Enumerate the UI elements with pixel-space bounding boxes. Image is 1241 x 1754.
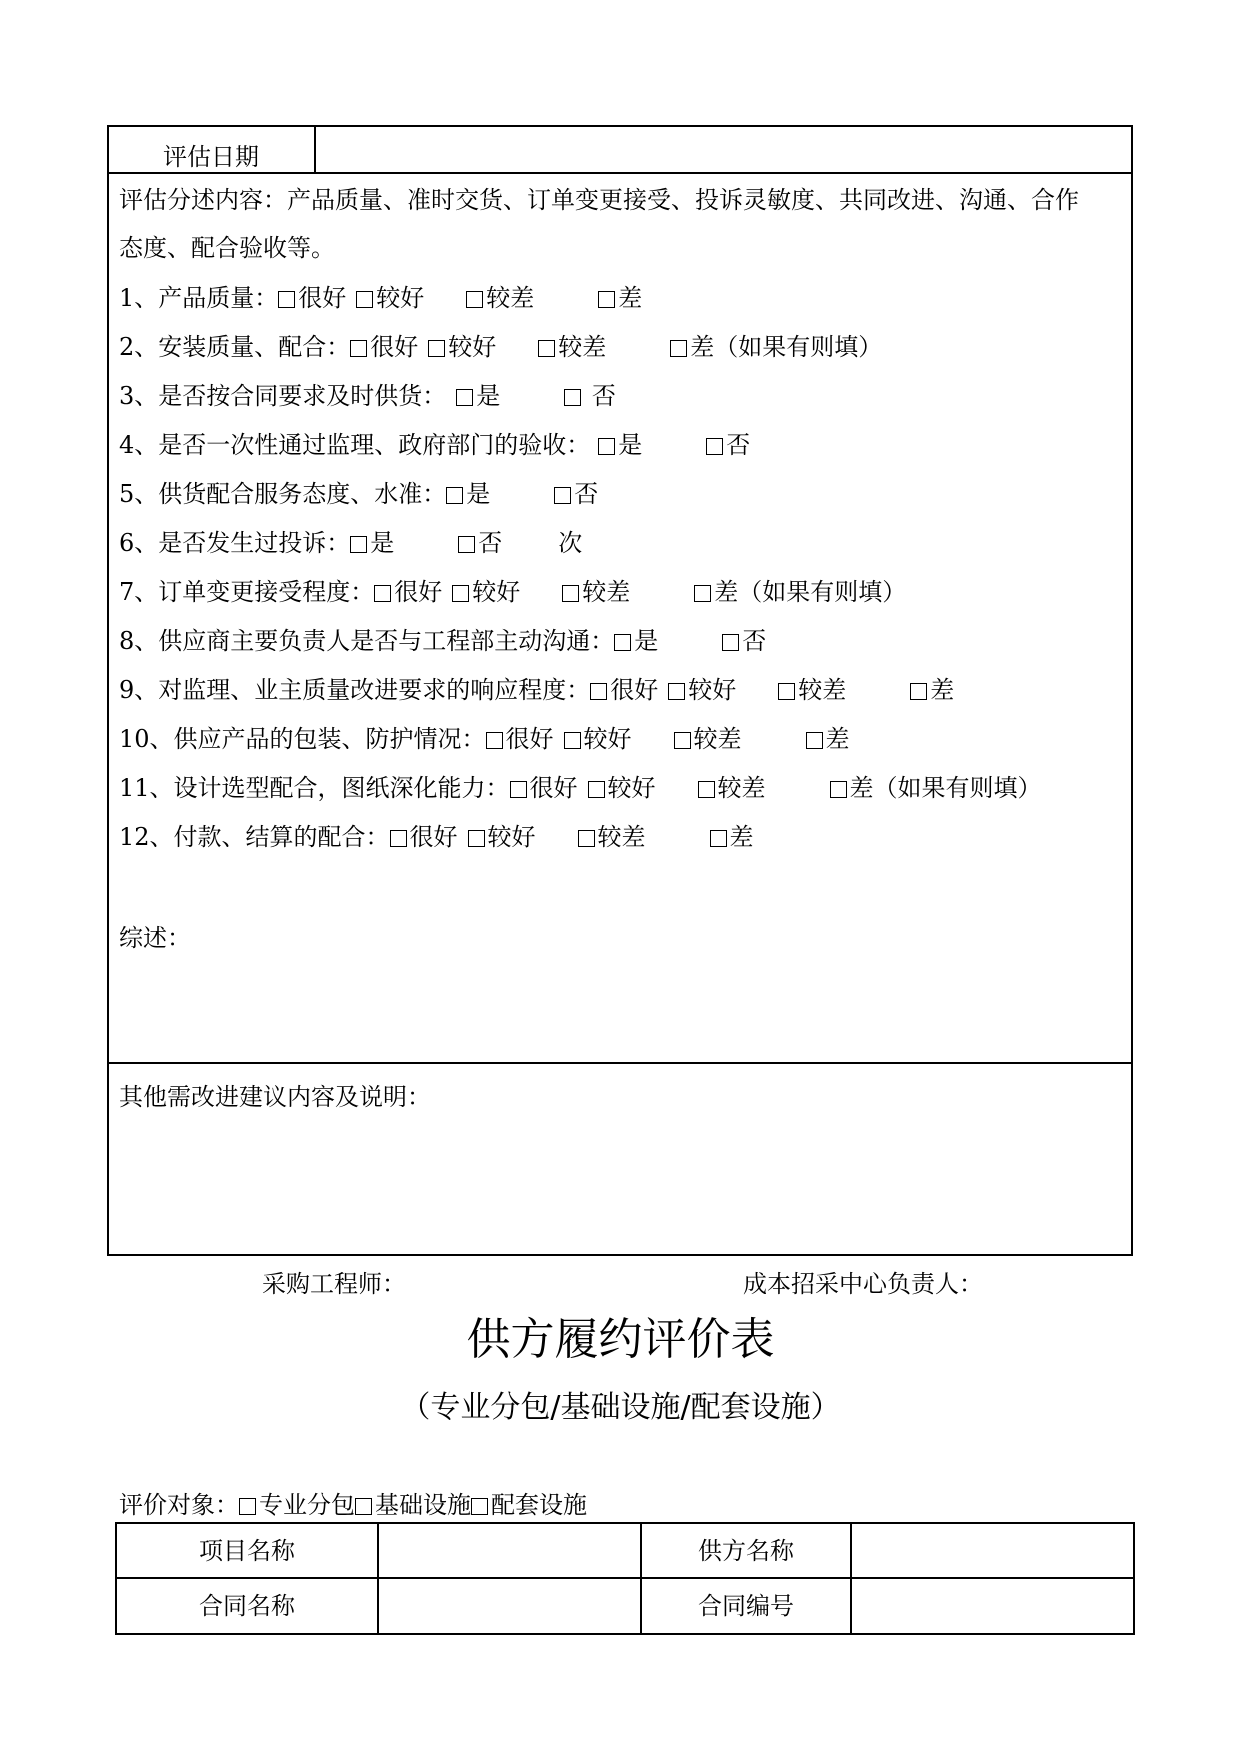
option[interactable]: 否 <box>458 527 502 559</box>
checkbox-icon[interactable] <box>390 830 407 847</box>
option[interactable]: 较好 <box>428 331 496 363</box>
option[interactable]: 很好 <box>350 331 418 363</box>
checkbox-icon[interactable] <box>446 487 463 504</box>
checkbox-icon[interactable] <box>374 585 391 602</box>
contract-name-field[interactable] <box>380 1580 638 1632</box>
option[interactable]: 否 <box>722 625 766 657</box>
option[interactable]: 较好 <box>468 821 536 853</box>
item-label: 7、订单变更接受程度： <box>119 578 375 606</box>
option[interactable]: 较差 <box>578 821 646 853</box>
option[interactable]: 差 <box>830 772 874 804</box>
option[interactable]: 否 <box>554 478 598 510</box>
item-10 <box>119 723 850 755</box>
option[interactable]: 很好 <box>590 674 658 706</box>
item-5 <box>119 478 598 510</box>
checkbox-icon[interactable] <box>910 683 927 700</box>
option[interactable]: 很好 <box>486 723 554 755</box>
item-6 <box>119 527 582 559</box>
option[interactable]: 是 <box>456 380 500 412</box>
form-subtitle: （专业分包/基础设施/配套设施） <box>400 1390 841 1425</box>
summary-field[interactable] <box>111 955 1129 1057</box>
checkbox-icon[interactable] <box>452 585 469 602</box>
checkbox-icon[interactable] <box>538 340 555 357</box>
option[interactable]: 专业分包 <box>239 1489 355 1521</box>
option[interactable]: 较差 <box>778 674 846 706</box>
option[interactable]: 较好 <box>668 674 736 706</box>
option[interactable]: 是 <box>614 625 658 657</box>
option[interactable]: 很好 <box>390 821 458 853</box>
item-label: 8、供应商主要负责人是否与工程部主动沟通： <box>119 627 615 655</box>
option[interactable]: 差 <box>670 331 714 363</box>
item-7 <box>119 576 906 608</box>
form-title: 供方履约评价表 <box>466 1314 775 1365</box>
item-label: 3、是否按合同要求及时供货： <box>119 382 447 410</box>
checkbox-icon[interactable] <box>356 291 373 308</box>
checkbox-icon[interactable] <box>564 389 581 406</box>
item-label: 1、产品质量： <box>119 284 279 312</box>
divider <box>314 125 316 173</box>
option[interactable]: 较好 <box>452 576 520 608</box>
center-head-signature-label: 成本招采中心负责人： <box>743 1270 983 1298</box>
checkbox-icon[interactable] <box>710 830 727 847</box>
checkbox-icon[interactable] <box>698 781 715 798</box>
item-label: 5、供货配合服务态度、水准： <box>119 480 447 508</box>
option[interactable]: 较好 <box>588 772 656 804</box>
checkbox-icon[interactable] <box>614 634 631 651</box>
item-label: 10、供应产品的包装、防护情况： <box>119 725 486 753</box>
summary-label: 综述： <box>119 924 191 952</box>
engineer-signature-label: 采购工程师： <box>262 1270 406 1298</box>
checkbox-icon[interactable] <box>706 438 723 455</box>
option[interactable]: 较好 <box>564 723 632 755</box>
checkbox-icon[interactable] <box>598 438 615 455</box>
eval-date-value[interactable] <box>318 129 1128 169</box>
divider <box>377 1522 379 1635</box>
option[interactable]: 较差 <box>562 576 630 608</box>
divider <box>850 1522 852 1635</box>
item-4 <box>119 429 750 461</box>
supplier-name-field[interactable] <box>853 1525 1132 1575</box>
checkbox-icon[interactable] <box>239 1498 256 1515</box>
checkbox-icon[interactable] <box>668 683 685 700</box>
supplier-name-label: 供方名称 <box>698 1537 794 1565</box>
option[interactable]: 差 <box>806 723 850 755</box>
option[interactable]: 否 <box>564 380 616 412</box>
option[interactable]: 配套设施 <box>471 1489 587 1521</box>
eval-date-label: 评估日期 <box>163 143 259 171</box>
option[interactable]: 差 <box>598 282 642 314</box>
checkbox-icon[interactable] <box>578 830 595 847</box>
option[interactable]: 基础设施 <box>355 1489 471 1521</box>
option[interactable]: 差 <box>710 821 754 853</box>
checkbox-icon[interactable] <box>562 585 579 602</box>
checkbox-icon[interactable] <box>590 683 607 700</box>
contract-no-label: 合同编号 <box>698 1592 794 1620</box>
checkbox-icon[interactable] <box>510 781 527 798</box>
checkbox-icon[interactable] <box>598 291 615 308</box>
option[interactable]: 是 <box>598 429 642 461</box>
option[interactable]: 较差 <box>538 331 606 363</box>
checkbox-icon[interactable] <box>471 1498 488 1515</box>
option[interactable]: 是 <box>446 478 490 510</box>
option[interactable]: 较差 <box>674 723 742 755</box>
checkbox-icon[interactable] <box>806 732 823 749</box>
divider <box>115 1577 1135 1579</box>
project-name-label: 项目名称 <box>199 1537 295 1565</box>
item-suffix: （如果有则填） <box>738 578 907 606</box>
eval-target <box>119 1489 587 1521</box>
option[interactable]: 差 <box>694 576 738 608</box>
checkbox-icon[interactable] <box>554 487 571 504</box>
divider <box>107 172 1133 174</box>
item-label: 9、对监理、业主质量改进要求的响应程度： <box>119 676 591 704</box>
option[interactable]: 较差 <box>466 282 534 314</box>
option[interactable]: 很好 <box>374 576 442 608</box>
item-label: 11、设计选型配合，图纸深化能力： <box>119 774 510 802</box>
item-suffix: （如果有则填） <box>873 774 1042 802</box>
option[interactable]: 很好 <box>510 772 578 804</box>
checkbox-icon[interactable] <box>564 732 581 749</box>
summary-intro-line-2: 态度、配合验收等。 <box>119 234 335 262</box>
checkbox-icon[interactable] <box>694 585 711 602</box>
item-9 <box>119 674 954 706</box>
item-12 <box>119 821 754 853</box>
item-suffix: （如果有则填） <box>714 333 883 361</box>
checkbox-icon[interactable] <box>588 781 605 798</box>
checkbox-icon[interactable] <box>468 830 485 847</box>
contract-no-field[interactable] <box>853 1580 1132 1632</box>
checkbox-icon[interactable] <box>486 732 503 749</box>
summary-intro-line-1: 评估分述内容：产品质量、准时交货、订单变更接受、投诉灵敏度、共同改进、沟通、合作 <box>119 186 1079 214</box>
checkbox-icon[interactable] <box>778 683 795 700</box>
checkbox-icon[interactable] <box>466 291 483 308</box>
checkbox-icon[interactable] <box>350 340 367 357</box>
eval-target-label: 评价对象： <box>119 1491 239 1519</box>
divider <box>107 1062 1133 1064</box>
item-8 <box>119 625 766 657</box>
item-suffix: 次 <box>558 529 583 557</box>
option[interactable]: 差 <box>910 674 954 706</box>
item-3 <box>119 380 616 412</box>
contract-name-label: 合同名称 <box>199 1592 295 1620</box>
item-1 <box>119 282 642 314</box>
item-label: 4、是否一次性通过监理、政府部门的验收： <box>119 431 591 459</box>
item-label: 2、安装质量、配合： <box>119 333 351 361</box>
checkbox-icon[interactable] <box>355 1498 372 1515</box>
suggestions-label: 其他需改进建议内容及说明： <box>119 1083 431 1111</box>
checkbox-icon[interactable] <box>670 340 687 357</box>
checkbox-icon[interactable] <box>350 536 367 553</box>
project-name-field[interactable] <box>380 1525 638 1575</box>
item-2 <box>119 331 882 363</box>
checkbox-icon[interactable] <box>674 732 691 749</box>
checkbox-icon[interactable] <box>456 389 473 406</box>
option[interactable]: 否 <box>706 429 750 461</box>
checkbox-icon[interactable] <box>722 634 739 651</box>
item-11 <box>119 772 1042 804</box>
checkbox-icon[interactable] <box>830 781 847 798</box>
checkbox-icon[interactable] <box>458 536 475 553</box>
item-label: 12、付款、结算的配合： <box>119 823 390 851</box>
option[interactable]: 较差 <box>698 772 766 804</box>
item-label: 6、是否发生过投诉： <box>119 529 351 557</box>
checkbox-icon[interactable] <box>278 291 295 308</box>
option[interactable]: 很好 <box>278 282 346 314</box>
option[interactable]: 是 <box>350 527 394 559</box>
option[interactable]: 较好 <box>356 282 424 314</box>
checkbox-icon[interactable] <box>428 340 445 357</box>
suggestions-field[interactable] <box>111 1115 1129 1251</box>
